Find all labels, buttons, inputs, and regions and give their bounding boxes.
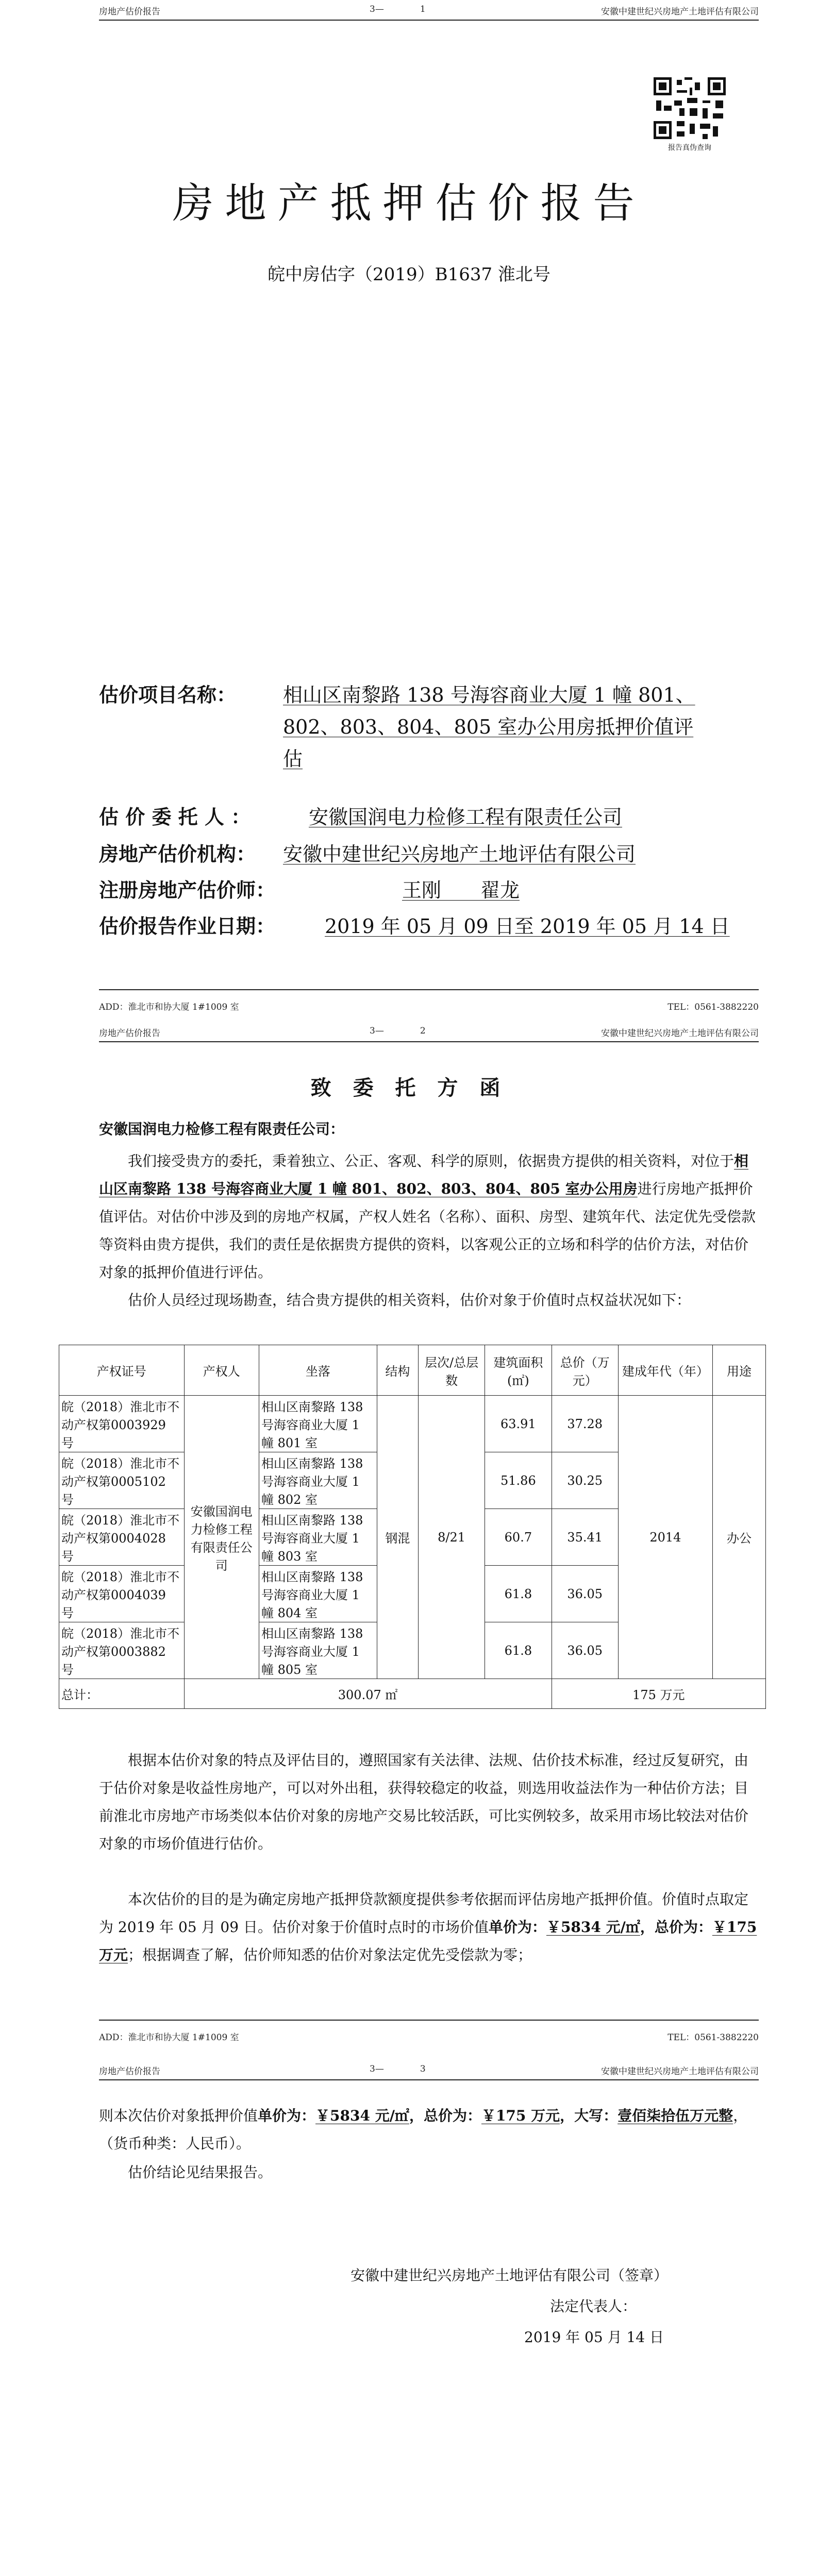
- p5-capital-amount: 壹佰柒拾伍万元整: [617, 2107, 733, 2124]
- cert-cell: 皖（2018）淮北市不动产权第0004039 号: [59, 1566, 185, 1622]
- header-company: 安徽中建世纪兴房地产土地评估有限公司: [601, 2066, 759, 2077]
- header-page-number: [370, 4, 426, 14]
- project-name-line3: 估: [283, 748, 303, 770]
- col-header-floors: 层次/总层数: [418, 1345, 485, 1396]
- p5-total-price: ￥175 万元: [481, 2107, 560, 2124]
- structure-cell: 钢混: [377, 1396, 418, 1679]
- footer-address: ADD：淮北市和协大厦 1#1009 室: [99, 2032, 239, 2043]
- page-header: [99, 1023, 759, 1042]
- agency-label: 房地产估价机构：: [99, 842, 256, 866]
- qr-caption: 报告真伪查询: [668, 144, 711, 152]
- p5-text: 则本次估价对象抵押价值: [99, 2107, 258, 2124]
- p5-unit-price: ￥5834 元/㎡: [315, 2107, 409, 2124]
- cert-cell: 皖（2018）淮北市不动产权第0003882 号: [59, 1622, 185, 1679]
- letter-paragraph-5: [99, 2102, 759, 2158]
- col-header-year: 建成年代（年）: [618, 1345, 712, 1396]
- signature-representative: 法定代表人：: [550, 2298, 637, 2315]
- owner-cell: 安徽国润电力检修工程有限责任公司: [184, 1396, 259, 1679]
- p1-tail: 进行房地产抵押价值评估。对估价中涉及到的房地产权属，产权人姓名（名称）、面积、房型、建筑年代、法定优先受偿款等资料由贵方提供，我们的责任是依据贵方提供的资料，以客观公正的立场和科学的估价方法，对估价对象的抵押价值进行评估。: [99, 1180, 756, 1281]
- footer-address: ADD：淮北市和协大厦 1#1009 室: [99, 1002, 239, 1012]
- header-page-number: [370, 2064, 426, 2074]
- cert-cell: 皖（2018）淮北市不动产权第0004028 号: [59, 1509, 185, 1566]
- page-2: [0, 1023, 818, 2063]
- letter-paragraph-2: 估价人员经过现场勘查，结合贵方提供的相关资料，估价对象于价值时点权益状况如下：: [128, 1292, 691, 1309]
- area-cell: 51.86: [485, 1452, 552, 1509]
- header-report-name: 房地产估价报告: [99, 2066, 160, 2077]
- cert-cell: 皖（2018）淮北市不动产权第0005102 号: [59, 1452, 185, 1509]
- header-sep: 3—: [370, 1026, 384, 1036]
- letter-paragraph-6: 估价结论见结果报告。: [128, 2164, 273, 2181]
- header-sep: 3—: [370, 2064, 384, 2074]
- col-header-price: 总价（万元）: [552, 1345, 618, 1396]
- total-area: 300.07 ㎡: [184, 1679, 552, 1709]
- letter-paragraph-4: [99, 1886, 759, 1969]
- p5-tail: ，（货币种类：人民币）。: [99, 2107, 748, 2152]
- appraiser-label: 注册房地产估价师：: [99, 878, 276, 902]
- p5-total-label: ，总价为：: [409, 2107, 481, 2124]
- project-name-line2: 802、803、804、805 室办公用房抵押价值评: [283, 716, 694, 738]
- table-row: [59, 1396, 766, 1452]
- page-footer: [99, 2020, 759, 2041]
- header-company: 安徽中建世纪兴房地产土地评估有限公司: [601, 1028, 759, 1039]
- p4-text: 本次估价的目的是为确定房地产抵押贷款额度提供参考依据而评估房地产抵押价值。价值时点取定为 2019 年 05 月 09 日。估价对象于价值时点时的市场价值: [99, 1891, 749, 1936]
- location-cell: 相山区南黎路 138 号海容商业大厦 1 幢 801 室: [259, 1396, 377, 1452]
- p1-property: 相山区南黎路 138 号海容商业大厦 1 幢 801、802、803、804、805 室办公用房: [99, 1153, 749, 1197]
- footer-tel: TEL：0561-3882220: [667, 1002, 759, 1012]
- total-price: 175 万元: [552, 1679, 765, 1709]
- col-header-location: 坐落: [259, 1345, 377, 1396]
- location-cell: 相山区南黎路 138 号海容商业大厦 1 幢 805 室: [259, 1622, 377, 1679]
- location-cell: 相山区南黎路 138 号海容商业大厦 1 幢 802 室: [259, 1452, 377, 1509]
- p4-total-label: ，总价为：: [640, 1919, 712, 1936]
- page-3: [0, 2061, 818, 2576]
- page-number: 1: [420, 4, 426, 14]
- header-report-name: 房地产估价报告: [99, 7, 160, 17]
- client-label: 估 价 委 托 人 ：: [99, 805, 251, 828]
- floors-cell: 8/21: [418, 1396, 485, 1679]
- col-header-owner: 产权人: [184, 1345, 259, 1396]
- area-cell: 61.8: [485, 1566, 552, 1622]
- letter-paragraph-1: [99, 1147, 759, 1286]
- p4-unit-price: ￥5834 元/㎡: [546, 1919, 640, 1936]
- page-number: 2: [420, 1026, 426, 1036]
- header-company: 安徽中建世纪兴房地产土地评估有限公司: [601, 7, 759, 17]
- area-cell: 60.7: [485, 1509, 552, 1566]
- property-table: [59, 1345, 766, 1709]
- page-header: [99, 1, 759, 21]
- report-title: 房地产抵押估价报告: [172, 179, 646, 227]
- project-name-line1: 相山区南黎路 138 号海容商业大厦 1 幢 801、: [283, 684, 695, 706]
- page-header: [99, 2061, 759, 2080]
- col-header-use: 用途: [712, 1345, 765, 1396]
- page-number: 3: [420, 2064, 426, 2074]
- header-report-name: 房地产估价报告: [99, 1028, 160, 1039]
- price-cell: 36.05: [552, 1566, 618, 1622]
- letter-title: 致 委 托 方 函: [310, 1076, 508, 1100]
- agency-value: 安徽中建世纪兴房地产土地评估有限公司: [283, 843, 636, 866]
- p1-text: 我们接受贵方的委托，秉着独立、公正、客观、科学的原则，依据贵方提供的相关资料，对位于: [128, 1153, 734, 1170]
- use-cell: 办公: [712, 1396, 765, 1679]
- appraiser-names: 王刚 翟龙: [402, 879, 520, 902]
- letter-paragraph-3: 根据本估价对象的特点及评估目的，遵照国家有关法律、法规、估价技术标准，经过反复研究，由于估价对象是收益性房地产，可以对外出租，获得较稳定的收益，则选用收益法作为一种估价方法；目前淮北市房地产市场类似本估价对象的房地产交易比较活跃，可比实例较多，故采用市场比较法对估价对象的市场价值进行估价。: [99, 1752, 749, 1852]
- area-cell: 63.91: [485, 1396, 552, 1452]
- price-cell: 36.05: [552, 1622, 618, 1679]
- location-cell: 相山区南黎路 138 号海容商业大厦 1 幢 804 室: [259, 1566, 377, 1622]
- qr-code-icon: [654, 77, 726, 139]
- signature-date: 2019 年 05 月 14 日: [524, 2329, 664, 2346]
- total-row: [59, 1679, 766, 1709]
- page-1: [0, 0, 818, 1030]
- col-header-structure: 结构: [377, 1345, 418, 1396]
- price-cell: 37.28: [552, 1396, 618, 1452]
- cert-cell: 皖（2018）淮北市不动产权第0003929 号: [59, 1396, 185, 1452]
- p5-capital-label: ，大写：: [560, 2107, 618, 2124]
- header-sep: 3—: [370, 4, 384, 14]
- letter-addressee: 安徽国润电力检修工程有限责任公司：: [99, 1121, 345, 1138]
- work-date-value: 2019 年 05 月 09 日至 2019 年 05 月 14 日: [325, 915, 730, 938]
- location-cell: 相山区南黎路 138 号海容商业大厦 1 幢 803 室: [259, 1509, 377, 1566]
- area-cell: 61.8: [485, 1622, 552, 1679]
- p4-total-price: ￥175 万元: [99, 1919, 757, 1963]
- total-label: 总计：: [59, 1679, 185, 1709]
- col-header-cert: 产权证号: [59, 1345, 185, 1396]
- page-footer: [99, 989, 759, 1011]
- client-value: 安徽国润电力检修工程有限责任公司: [309, 806, 623, 828]
- signature-company: 安徽中建世纪兴房地产土地评估有限公司（签章）: [350, 2267, 669, 2284]
- header-page-number: [370, 1026, 426, 1036]
- price-cell: 30.25: [552, 1452, 618, 1509]
- project-name-label: 估价项目名称：: [99, 683, 237, 706]
- p4-tail: ；根据调查了解，估价师知悉的估价对象法定优先受偿款为零；: [128, 1946, 532, 1963]
- footer-tel: TEL：0561-3882220: [667, 2032, 759, 2043]
- price-cell: 35.41: [552, 1509, 618, 1566]
- project-name-row: [99, 679, 759, 770]
- p5-unit-label: 单价为：: [258, 2107, 316, 2124]
- year-cell: 2014: [618, 1396, 712, 1679]
- work-date-label: 估价报告作业日期：: [99, 914, 276, 938]
- p4-unit-label: 单价为：: [488, 1919, 546, 1936]
- document-number: 皖中房估字（2019）B1637 淮北号: [268, 264, 550, 285]
- col-header-area: 建筑面积(㎡): [485, 1345, 552, 1396]
